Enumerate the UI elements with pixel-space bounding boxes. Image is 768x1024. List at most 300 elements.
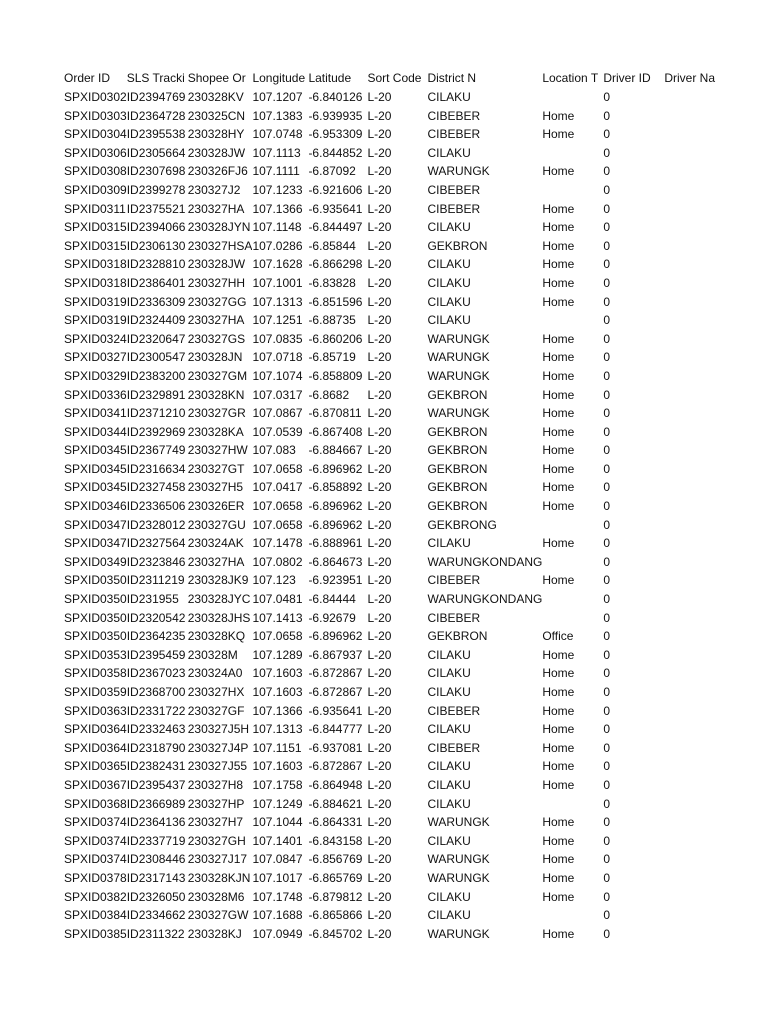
shopee-order-cell[interactable]: 230327J55 — [187, 759, 248, 774]
sls-tracking-cell[interactable]: ID2382431 — [126, 759, 186, 774]
location-type-cell[interactable]: Home — [542, 703, 575, 718]
sls-tracking-cell[interactable]: ID2328810 — [126, 257, 186, 272]
order-id-cell[interactable]: SPXID0327 — [64, 350, 127, 365]
sls-tracking-cell[interactable]: ID2311219 — [126, 573, 185, 588]
location-type-cell[interactable] — [542, 88, 603, 107]
sort-code-cell[interactable]: L-20 — [367, 926, 392, 941]
shopee-order-cell[interactable]: 230328M — [187, 647, 238, 662]
driver-name-cell[interactable] — [664, 813, 725, 832]
shopee-order-cell[interactable]: 230327J4P — [187, 740, 249, 755]
order-id-cell[interactable]: SPXID0349 — [64, 554, 127, 569]
latitude-cell[interactable]: -6.864948 — [308, 777, 363, 792]
shopee-order-cell[interactable]: 230328JHS — [187, 610, 251, 625]
longitude-cell[interactable]: 107.0835 — [252, 331, 303, 346]
order-id-cell[interactable]: SPXID0368 — [64, 796, 127, 811]
shopee-order-cell[interactable]: 230327J17 — [187, 852, 248, 867]
longitude-cell[interactable]: 107.1207 — [252, 90, 303, 104]
driver-id-cell[interactable]: 0 — [603, 164, 611, 179]
sls-tracking-cell[interactable]: ID2395538 — [126, 127, 186, 142]
driver-name-cell[interactable] — [664, 609, 725, 628]
location-type-cell[interactable]: Home — [542, 833, 575, 848]
location-type-cell[interactable]: Home — [542, 647, 575, 662]
order-id-cell[interactable]: SPXID0374 — [64, 852, 127, 867]
sls-tracking-cell[interactable]: ID2367023 — [126, 666, 186, 681]
driver-name-cell[interactable] — [664, 776, 725, 795]
driver-name-cell[interactable] — [664, 534, 725, 553]
latitude-cell[interactable]: -6.884621 — [308, 796, 363, 811]
latitude-cell[interactable]: -6.851596 — [308, 294, 363, 309]
latitude-cell[interactable]: -6.953309 — [308, 127, 363, 142]
driver-id-cell[interactable]: 0 — [603, 889, 611, 904]
order-id-cell[interactable]: SPXID0344 — [64, 424, 127, 439]
driver-id-cell[interactable]: 0 — [603, 406, 611, 421]
order-id-cell[interactable]: SPXID0345 — [64, 480, 127, 495]
order-id-cell[interactable]: SPXID0319 — [64, 294, 127, 309]
latitude-cell[interactable]: -6.872867 — [308, 666, 363, 681]
sls-tracking-cell[interactable]: ID2394769 — [126, 90, 186, 104]
sort-code-cell[interactable]: L-20 — [367, 313, 392, 328]
order-id-cell[interactable]: SPXID0382 — [64, 889, 127, 904]
latitude-cell[interactable]: -6.84444 — [308, 592, 356, 607]
order-id-cell[interactable]: SPXID0324 — [64, 331, 127, 346]
location-type-cell[interactable]: Home — [542, 220, 575, 235]
sort-code-cell[interactable]: L-20 — [367, 201, 392, 216]
latitude-cell[interactable]: -6.860206 — [308, 331, 363, 346]
driver-id-cell[interactable]: 0 — [603, 833, 611, 848]
sort-code-cell[interactable]: L-20 — [367, 387, 392, 402]
latitude-cell[interactable]: -6.865769 — [308, 870, 363, 885]
longitude-cell[interactable]: 107.0949 — [252, 926, 303, 941]
driver-id-cell[interactable]: 0 — [603, 313, 611, 328]
driver-id-cell[interactable]: 0 — [603, 108, 611, 123]
shopee-order-cell[interactable]: 230327HX — [187, 685, 245, 699]
sort-code-cell[interactable]: L-20 — [367, 833, 392, 848]
driver-name-cell[interactable] — [664, 720, 725, 739]
latitude-cell[interactable]: -6.85719 — [308, 350, 356, 365]
district-cell[interactable]: WARUNGK — [427, 852, 490, 867]
order-id-cell[interactable]: SPXID0347 — [64, 517, 127, 532]
order-id-cell[interactable]: SPXID0318 — [64, 257, 127, 272]
driver-name-cell[interactable] — [664, 144, 725, 163]
driver-name-cell[interactable] — [664, 330, 725, 349]
shopee-order-cell[interactable]: 230327GM — [187, 368, 248, 383]
driver-id-cell[interactable]: 0 — [603, 499, 611, 514]
sort-code-cell[interactable]: L-20 — [367, 647, 392, 662]
district-cell[interactable]: CIBEBER — [427, 740, 481, 755]
sls-tracking-cell[interactable]: ID2336309 — [126, 294, 186, 309]
sort-code-cell[interactable]: L-20 — [367, 722, 392, 737]
shopee-order-cell[interactable]: 230327HH — [187, 275, 246, 290]
longitude-cell[interactable]: 107.1366 — [252, 703, 303, 718]
driver-id-cell[interactable]: 0 — [603, 387, 611, 402]
driver-id-cell[interactable]: 0 — [603, 703, 611, 718]
driver-name-cell[interactable] — [664, 850, 725, 869]
location-type-cell[interactable]: Home — [542, 443, 575, 458]
district-cell[interactable]: CIBEBER — [427, 703, 481, 718]
driver-id-cell[interactable]: 0 — [603, 536, 611, 551]
driver-name-cell[interactable] — [664, 348, 725, 367]
longitude-cell[interactable]: 107.1044 — [252, 815, 303, 830]
shopee-order-cell[interactable]: 230327HA — [187, 201, 245, 216]
sls-tracking-cell[interactable]: ID2386401 — [126, 275, 186, 290]
location-type-cell[interactable]: Home — [542, 889, 575, 904]
driver-id-cell[interactable]: 0 — [603, 238, 611, 253]
driver-name-cell[interactable] — [664, 441, 725, 460]
longitude-cell[interactable]: 107.1401 — [252, 833, 303, 848]
driver-id-cell[interactable]: 0 — [603, 740, 611, 755]
latitude-cell[interactable]: -6.872867 — [308, 685, 363, 699]
district-cell[interactable]: WARUNGK — [427, 331, 490, 346]
order-id-cell[interactable]: SPXID0315 — [64, 238, 127, 253]
longitude-cell[interactable]: 107.1603 — [252, 666, 303, 681]
latitude-cell[interactable]: -6.921606 — [308, 182, 363, 197]
driver-name-cell[interactable] — [664, 571, 725, 590]
driver-name-cell[interactable] — [664, 832, 725, 851]
location-type-cell[interactable]: Home — [542, 740, 575, 755]
sort-code-cell[interactable]: L-20 — [367, 796, 392, 811]
location-type-cell[interactable]: Home — [542, 294, 575, 309]
order-id-cell[interactable]: SPXID0353 — [64, 647, 127, 662]
location-type-cell[interactable] — [542, 609, 603, 628]
shopee-order-cell[interactable]: 230327GU — [187, 517, 246, 532]
latitude-cell[interactable]: -6.884667 — [308, 443, 363, 458]
sort-code-cell[interactable]: L-20 — [367, 294, 392, 309]
sort-code-cell[interactable]: L-20 — [367, 908, 392, 923]
location-type-cell[interactable]: Home — [542, 536, 575, 551]
location-type-cell[interactable] — [542, 553, 603, 572]
shopee-order-cell[interactable]: 230327HW — [187, 443, 248, 458]
location-type-cell[interactable]: Home — [542, 777, 575, 792]
location-type-cell[interactable]: Home — [542, 926, 575, 941]
driver-id-cell[interactable]: 0 — [603, 480, 611, 495]
latitude-cell[interactable]: -6.858892 — [308, 480, 363, 495]
order-id-cell[interactable]: SPXID0347 — [64, 536, 127, 551]
shopee-order-cell[interactable]: 230326ER — [187, 499, 245, 514]
driver-name-cell[interactable] — [664, 107, 725, 126]
sort-code-cell[interactable]: L-20 — [367, 331, 392, 346]
longitude-cell[interactable]: 107.0417 — [252, 480, 303, 495]
district-cell[interactable]: CIBEBER — [427, 610, 481, 625]
driver-id-cell[interactable]: 0 — [603, 759, 611, 774]
header-location-type[interactable]: Location T — [542, 70, 599, 85]
driver-id-cell[interactable]: 0 — [603, 815, 611, 830]
order-id-cell[interactable]: SPXID0329 — [64, 368, 127, 383]
location-type-cell[interactable] — [542, 906, 603, 925]
longitude-cell[interactable]: 107.1151 — [252, 740, 302, 755]
sls-tracking-cell[interactable]: ID2316634 — [126, 461, 186, 476]
shopee-order-cell[interactable]: 230326FJ6 — [187, 164, 248, 179]
district-cell[interactable]: GEKBRON — [427, 629, 488, 644]
driver-name-cell[interactable] — [664, 478, 725, 497]
longitude-cell[interactable]: 107.1113 — [252, 145, 301, 160]
driver-id-cell[interactable]: 0 — [603, 573, 611, 588]
shopee-order-cell[interactable]: 230328KN — [187, 387, 245, 402]
longitude-cell[interactable]: 107.0847 — [252, 852, 303, 867]
location-type-cell[interactable] — [542, 311, 603, 330]
driver-name-cell[interactable] — [664, 125, 725, 144]
sort-code-cell[interactable]: L-20 — [367, 145, 392, 160]
order-id-cell[interactable]: SPXID0359 — [64, 685, 127, 699]
latitude-cell[interactable]: -6.923951 — [308, 573, 363, 588]
location-type-cell[interactable]: Office — [542, 629, 574, 644]
order-id-cell[interactable]: SPXID0304 — [64, 127, 127, 142]
driver-name-cell[interactable] — [664, 757, 725, 776]
shopee-order-cell[interactable]: 230328JW — [187, 257, 246, 272]
district-cell[interactable]: CILAKU — [427, 257, 471, 272]
sort-code-cell[interactable]: L-20 — [367, 517, 392, 532]
shopee-order-cell[interactable]: 230328KV — [187, 90, 244, 104]
driver-id-cell[interactable]: 0 — [603, 722, 611, 737]
district-cell[interactable]: GEKBRON — [427, 499, 488, 514]
driver-name-cell[interactable] — [664, 386, 725, 405]
longitude-cell[interactable]: 107.0286 — [252, 238, 303, 253]
sort-code-cell[interactable]: L-20 — [367, 703, 392, 718]
district-cell[interactable]: CILAKU — [427, 833, 471, 848]
driver-id-cell[interactable]: 0 — [603, 461, 611, 476]
sls-tracking-cell[interactable]: ID2327564 — [126, 536, 186, 551]
driver-id-cell[interactable]: 0 — [603, 145, 611, 160]
driver-id-cell[interactable]: 0 — [603, 777, 611, 792]
driver-id-cell[interactable]: 0 — [603, 275, 611, 290]
order-id-cell[interactable]: SPXID0365 — [64, 759, 127, 774]
driver-id-cell[interactable]: 0 — [603, 294, 611, 309]
driver-name-cell[interactable] — [664, 590, 725, 609]
driver-id-cell[interactable]: 0 — [603, 90, 611, 104]
driver-name-cell[interactable] — [664, 311, 725, 330]
sort-code-cell[interactable]: L-20 — [367, 889, 392, 904]
driver-name-cell[interactable] — [664, 255, 725, 274]
shopee-order-cell[interactable]: 230328JW — [187, 145, 246, 160]
latitude-cell[interactable]: -6.896962 — [308, 517, 363, 532]
driver-id-cell[interactable]: 0 — [603, 685, 611, 699]
driver-id-cell[interactable]: 0 — [603, 647, 611, 662]
shopee-order-cell[interactable]: 230324A0 — [187, 666, 243, 681]
latitude-cell[interactable]: -6.8682 — [308, 387, 350, 402]
district-cell[interactable]: CILAKU — [427, 220, 471, 235]
longitude-cell[interactable]: 107.1748 — [252, 889, 303, 904]
sls-tracking-cell[interactable]: ID2334662 — [126, 908, 186, 923]
district-cell[interactable]: GEKBRON — [427, 480, 488, 495]
order-id-cell[interactable]: SPXID0346 — [64, 499, 127, 514]
driver-name-cell[interactable] — [664, 367, 725, 386]
shopee-order-cell[interactable]: 230328M6 — [187, 889, 245, 904]
driver-id-cell[interactable]: 0 — [603, 201, 611, 216]
longitude-cell[interactable]: 107.0748 — [252, 127, 303, 142]
driver-id-cell[interactable]: 0 — [603, 592, 611, 607]
sls-tracking-cell[interactable]: ID2328012 — [126, 517, 186, 532]
latitude-cell[interactable]: -6.870811 — [308, 406, 362, 421]
longitude-cell[interactable]: 107.1111 — [252, 164, 300, 179]
latitude-cell[interactable]: -6.937081 — [308, 740, 363, 755]
sort-code-cell[interactable]: L-20 — [367, 554, 392, 569]
driver-id-cell[interactable]: 0 — [603, 870, 611, 885]
shopee-order-cell[interactable]: 230327GF — [187, 703, 245, 718]
district-cell[interactable]: CILAKU — [427, 145, 471, 160]
longitude-cell[interactable]: 107.0802 — [252, 554, 303, 569]
sls-tracking-cell[interactable]: ID2308446 — [126, 852, 186, 867]
order-id-cell[interactable]: SPXID0350 — [64, 629, 127, 644]
sort-code-cell[interactable]: L-20 — [367, 852, 392, 867]
district-cell[interactable]: CILAKU — [427, 647, 471, 662]
driver-name-cell[interactable] — [664, 664, 725, 683]
sort-code-cell[interactable]: L-20 — [367, 164, 392, 179]
order-id-cell[interactable]: SPXID0318 — [64, 275, 127, 290]
order-id-cell[interactable]: SPXID0336 — [64, 387, 127, 402]
district-cell[interactable]: CIBEBER — [427, 108, 481, 123]
longitude-cell[interactable]: 107.0539 — [252, 424, 303, 439]
location-type-cell[interactable]: Home — [542, 275, 575, 290]
location-type-cell[interactable]: Home — [542, 722, 575, 737]
sls-tracking-cell[interactable]: ID2399278 — [126, 182, 186, 197]
longitude-cell[interactable]: 107.083 — [252, 443, 296, 458]
district-cell[interactable]: CILAKU — [427, 685, 471, 699]
longitude-cell[interactable]: 107.1148 — [252, 220, 302, 235]
sls-tracking-cell[interactable]: ID2392969 — [126, 424, 186, 439]
district-cell[interactable]: CIBEBER — [427, 182, 481, 197]
location-type-cell[interactable]: Home — [542, 870, 575, 885]
longitude-cell[interactable]: 107.1233 — [252, 182, 303, 197]
order-id-cell[interactable]: SPXID0345 — [64, 443, 127, 458]
driver-name-cell[interactable] — [664, 274, 725, 293]
order-id-cell[interactable]: SPXID0319 — [64, 313, 127, 328]
longitude-cell[interactable]: 107.1366 — [252, 201, 303, 216]
longitude-cell[interactable]: 107.1688 — [252, 908, 303, 923]
shopee-order-cell[interactable]: 230328KQ — [187, 629, 246, 644]
sls-tracking-cell[interactable]: ID2320647 — [126, 331, 186, 346]
district-cell[interactable]: WARUNGK — [427, 368, 490, 383]
district-cell[interactable]: GEKBRONG — [427, 517, 497, 532]
sort-code-cell[interactable]: L-20 — [367, 777, 392, 792]
longitude-cell[interactable]: 107.1478 — [252, 536, 303, 551]
shopee-order-cell[interactable]: 230327GW — [187, 908, 249, 923]
district-cell[interactable]: CILAKU — [427, 759, 471, 774]
driver-id-cell[interactable]: 0 — [603, 424, 611, 439]
driver-id-cell[interactable]: 0 — [603, 368, 611, 383]
location-type-cell[interactable]: Home — [542, 815, 575, 830]
sls-tracking-cell[interactable]: ID2336506 — [126, 499, 186, 514]
sls-tracking-cell[interactable]: ID2383200 — [126, 368, 186, 383]
latitude-cell[interactable]: -6.888961 — [308, 536, 363, 551]
district-cell[interactable]: CILAKU — [427, 536, 471, 551]
longitude-cell[interactable]: 107.1001 — [252, 275, 303, 290]
driver-id-cell[interactable]: 0 — [603, 796, 611, 811]
latitude-cell[interactable]: -6.92679 — [308, 610, 356, 625]
district-cell[interactable]: WARUNGK — [427, 350, 490, 365]
district-cell[interactable]: GEKBRON — [427, 387, 488, 402]
latitude-cell[interactable]: -6.845702 — [308, 926, 363, 941]
latitude-cell[interactable]: -6.843158 — [308, 833, 363, 848]
sls-tracking-cell[interactable]: ID231955 — [126, 592, 179, 607]
latitude-cell[interactable]: -6.896962 — [308, 629, 363, 644]
district-cell[interactable]: CILAKU — [427, 908, 471, 923]
sls-tracking-cell[interactable]: ID2329891 — [126, 387, 186, 402]
latitude-cell[interactable]: -6.844852 — [308, 145, 363, 160]
district-cell[interactable]: GEKBRON — [427, 461, 488, 476]
driver-name-cell[interactable] — [664, 181, 725, 200]
sort-code-cell[interactable]: L-20 — [367, 368, 392, 383]
sls-tracking-cell[interactable]: ID2395437 — [126, 777, 186, 792]
sls-tracking-cell[interactable]: ID2366989 — [126, 796, 186, 811]
latitude-cell[interactable]: -6.872867 — [308, 759, 363, 774]
longitude-cell[interactable]: 107.1758 — [252, 777, 303, 792]
header-driver-id[interactable]: Driver ID — [603, 70, 651, 85]
sort-code-cell[interactable]: L-20 — [367, 238, 392, 253]
latitude-cell[interactable]: -6.840126 — [308, 90, 363, 104]
district-cell[interactable]: CIBEBER — [427, 573, 481, 588]
sls-tracking-cell[interactable]: ID2375521 — [126, 201, 186, 216]
shopee-order-cell[interactable]: 230324AK — [187, 536, 244, 551]
driver-name-cell[interactable] — [664, 888, 725, 907]
longitude-cell[interactable]: 107.1603 — [252, 685, 303, 699]
longitude-cell[interactable]: 107.1074 — [252, 368, 303, 383]
shopee-order-cell[interactable]: 230327HP — [187, 796, 245, 811]
sls-tracking-cell[interactable]: ID2317143 — [126, 870, 186, 885]
driver-id-cell[interactable]: 0 — [603, 182, 611, 197]
sort-code-cell[interactable]: L-20 — [367, 592, 392, 607]
driver-name-cell[interactable] — [664, 739, 725, 758]
header-shopee-order[interactable]: Shopee Or — [187, 70, 246, 85]
longitude-cell[interactable]: 107.1313 — [252, 722, 303, 737]
location-type-cell[interactable]: Home — [542, 424, 575, 439]
district-cell[interactable]: CILAKU — [427, 313, 471, 328]
latitude-cell[interactable]: -6.935641 — [308, 703, 363, 718]
driver-name-cell[interactable] — [664, 293, 725, 312]
order-id-cell[interactable]: SPXID0358 — [64, 666, 127, 681]
sls-tracking-cell[interactable]: ID2331722 — [126, 703, 186, 718]
driver-id-cell[interactable]: 0 — [603, 908, 611, 923]
sls-tracking-cell[interactable]: ID2300547 — [126, 350, 186, 365]
location-type-cell[interactable]: Home — [542, 406, 575, 421]
longitude-cell[interactable]: 107.1251 — [252, 313, 303, 328]
sort-code-cell[interactable]: L-20 — [367, 406, 392, 421]
sort-code-cell[interactable]: L-20 — [367, 740, 392, 755]
driver-name-cell[interactable] — [664, 423, 725, 442]
driver-name-cell[interactable] — [664, 869, 725, 888]
district-cell[interactable]: CIBEBER — [427, 201, 481, 216]
order-id-cell[interactable]: SPXID0345 — [64, 461, 127, 476]
location-type-cell[interactable]: Home — [542, 350, 575, 365]
sort-code-cell[interactable]: L-20 — [367, 90, 392, 104]
latitude-cell[interactable]: -6.858809 — [308, 368, 363, 383]
sort-code-cell[interactable]: L-20 — [367, 257, 392, 272]
header-district-name[interactable]: District N — [427, 70, 477, 85]
order-id-cell[interactable]: SPXID0315 — [64, 220, 127, 235]
location-type-cell[interactable]: Home — [542, 387, 575, 402]
sort-code-cell[interactable]: L-20 — [367, 424, 392, 439]
district-cell[interactable]: WARUNGK — [427, 870, 490, 885]
shopee-order-cell[interactable]: 230328KA — [187, 424, 244, 439]
shopee-order-cell[interactable]: 230328KJ — [187, 926, 242, 941]
driver-name-cell[interactable] — [664, 237, 725, 256]
district-cell[interactable]: CILAKU — [427, 666, 471, 681]
latitude-cell[interactable]: -6.864673 — [308, 554, 363, 569]
order-id-cell[interactable]: SPXID0374 — [64, 833, 127, 848]
location-type-cell[interactable]: Home — [542, 368, 575, 383]
latitude-cell[interactable]: -6.879812 — [308, 889, 363, 904]
order-id-cell[interactable]: SPXID0364 — [64, 722, 127, 737]
sort-code-cell[interactable]: L-20 — [367, 480, 392, 495]
order-id-cell[interactable]: SPXID0378 — [64, 870, 127, 885]
shopee-order-cell[interactable]: 230327H5 — [187, 480, 244, 495]
driver-id-cell[interactable]: 0 — [603, 257, 611, 272]
sls-tracking-cell[interactable]: ID2323846 — [126, 554, 186, 569]
longitude-cell[interactable]: 107.1313 — [252, 294, 303, 309]
sls-tracking-cell[interactable]: ID2364235 — [126, 629, 186, 644]
sort-code-cell[interactable]: L-20 — [367, 685, 392, 699]
district-cell[interactable]: WARUNGK — [427, 815, 490, 830]
driver-id-cell[interactable]: 0 — [603, 127, 611, 142]
sls-tracking-cell[interactable]: ID2337719 — [126, 833, 186, 848]
